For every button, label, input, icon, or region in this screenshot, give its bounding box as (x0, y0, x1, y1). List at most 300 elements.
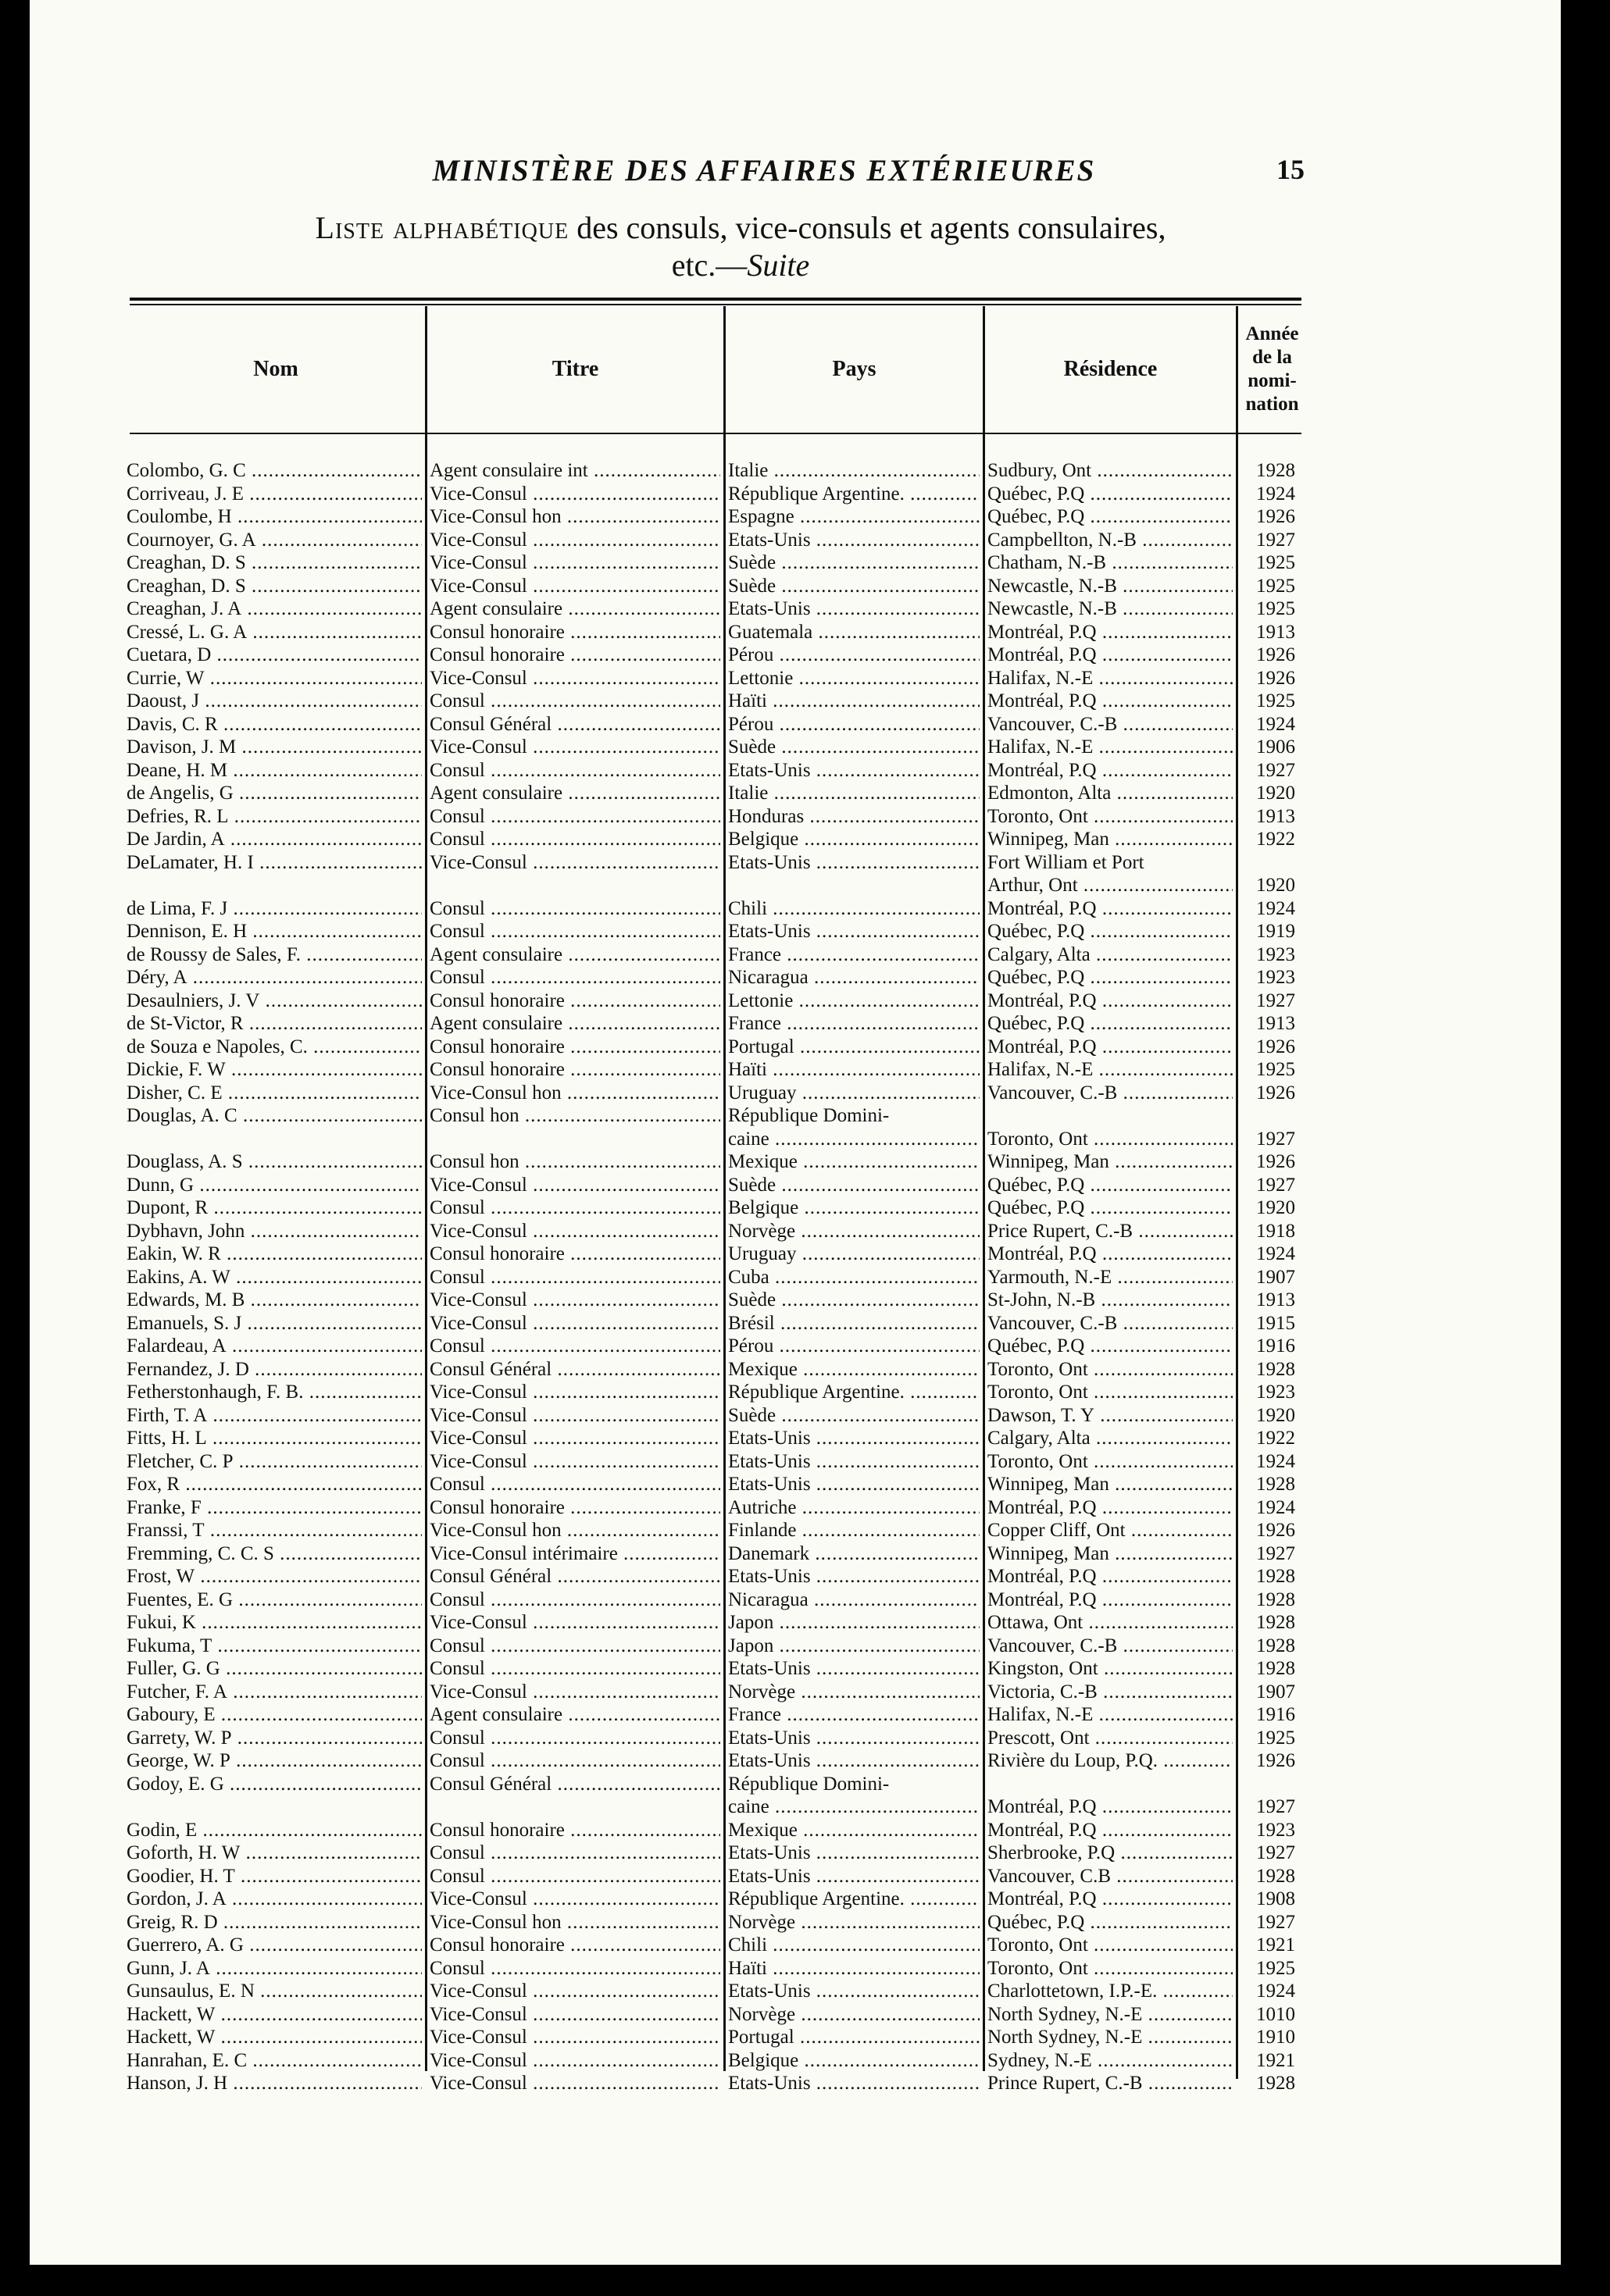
cell-text: Fetherstonhaugh, F. B. (127, 1382, 304, 1403)
leader-dots (1111, 783, 1233, 804)
cell-nom (127, 1957, 422, 1980)
leader-dots (1097, 1566, 1233, 1587)
cell-text: Québec, P.Q (987, 1197, 1085, 1218)
cell-residence (987, 2049, 1233, 2073)
leader-dots (794, 1036, 980, 1057)
leader-dots (259, 990, 422, 1011)
leader-dots (527, 1888, 720, 1909)
leader-dots (793, 990, 980, 1011)
leader-dots (256, 529, 422, 551)
cell-pays (728, 1611, 980, 1635)
cell-text: République Domini- (728, 1105, 890, 1126)
cell-text: 1924 (1256, 1450, 1295, 1472)
cell-titre (430, 459, 720, 483)
cell-annee (1250, 1036, 1301, 1059)
cell-text: 1924 (1256, 897, 1295, 919)
leader-dots (254, 852, 422, 873)
cell-text: Suède (728, 736, 776, 758)
cell-residence (987, 1496, 1233, 1520)
cell-nom (127, 529, 422, 552)
cell-annee (1250, 597, 1301, 621)
cell-text: 1926 (1256, 1750, 1295, 1771)
cell-titre (430, 943, 720, 967)
cell-nom (127, 1911, 422, 1934)
cell-titre (430, 897, 720, 921)
leader-dots (244, 1013, 422, 1034)
cell-text: Honduras (728, 805, 805, 827)
table-row (127, 1450, 1306, 1474)
cell-annee (1250, 1819, 1301, 1842)
leader-dots (1098, 1658, 1233, 1679)
leader-dots (776, 552, 980, 573)
cell-text: caine (728, 1796, 769, 1817)
cell-titre (430, 2049, 720, 2073)
cell-text: Price Rupert, C.-B (987, 1220, 1133, 1242)
cell-annee (1250, 1335, 1301, 1358)
cell-text: 1928 (1256, 1658, 1295, 1679)
cell-text: Vice-Consul (430, 483, 527, 504)
leader-dots (1142, 2027, 1233, 2048)
cell-text: Hanrahan, E. C (127, 2049, 248, 2071)
cell-titre (430, 667, 720, 690)
leader-dots (773, 1335, 980, 1357)
table-row (127, 459, 1306, 483)
table-row (127, 1082, 1306, 1105)
cell-text: 1926 (1256, 644, 1295, 665)
leader-dots (527, 2004, 720, 2025)
leader-dots (776, 1175, 980, 1196)
cell-annee (1250, 1058, 1301, 1082)
leader-dots (1084, 921, 1233, 942)
cell-text: Cuetara, D (127, 644, 212, 665)
cell-text: Toronto, Ont (987, 1128, 1088, 1150)
cell-text: Suède (728, 1404, 776, 1426)
cell-nom (127, 1082, 422, 1105)
table-row (127, 1703, 1306, 1727)
leader-dots (231, 1727, 422, 1749)
cell-pays (728, 805, 980, 829)
cell-titre (430, 1519, 720, 1542)
cell-residence (987, 2026, 1233, 2049)
cell-text: Desaulniers, J. V (127, 989, 260, 1011)
cell-residence (987, 575, 1233, 598)
leader-dots (527, 668, 720, 689)
cell-text: Consul honoraire (430, 989, 565, 1011)
cell-nom (127, 551, 422, 575)
list-title (186, 209, 1295, 284)
table-row (127, 943, 1306, 967)
cell-text: 1924 (1256, 713, 1295, 735)
cell-text: 1925 (1256, 575, 1295, 597)
cell-titre (430, 690, 720, 713)
table-row (127, 1681, 1306, 1704)
cell-text: Charlottetown, I.P.-E. (987, 1980, 1158, 2002)
cell-titre (430, 551, 720, 575)
cell-text: Etats-Unis (728, 851, 811, 873)
cell-nom (127, 1104, 422, 1128)
leader-dots (552, 1566, 720, 1587)
cell-titre (430, 1335, 720, 1358)
cell-text: Corriveau, J. E (127, 483, 244, 504)
cell-text: 1928 (1256, 1566, 1295, 1587)
cell-text: Québec, P.Q (987, 1911, 1085, 1933)
cell-text: Eakins, A. W (127, 1266, 230, 1288)
leader-dots (215, 2027, 422, 2048)
leader-dots (773, 644, 980, 665)
cell-titre (430, 989, 720, 1013)
cell-text: Uruguay (728, 1243, 797, 1264)
leader-dots (794, 2027, 980, 2048)
table-row (127, 1242, 1306, 1266)
table-row (127, 1335, 1306, 1358)
cell-annee (1250, 529, 1301, 552)
cell-annee (1250, 920, 1301, 943)
cell-nom (127, 505, 422, 529)
leader-dots (527, 1451, 720, 1472)
cell-pays (728, 1911, 980, 1934)
leader-dots (255, 1980, 422, 2002)
leader-dots (527, 576, 720, 597)
cell-residence (987, 1128, 1233, 1151)
cell-annee (1250, 1496, 1301, 1520)
cell-text: Etats-Unis (728, 1474, 811, 1495)
cell-titre (430, 828, 720, 851)
cell-pays (728, 621, 980, 644)
leader-dots (527, 2027, 720, 2048)
table-row (127, 690, 1306, 713)
cell-text: Dunn, G (127, 1174, 195, 1196)
column-header-residence: Résidence (1063, 357, 1158, 381)
cell-annee (1250, 1588, 1301, 1612)
cell-text: Vice-Consul (430, 1980, 527, 2002)
cell-text: Consul (430, 1635, 485, 1656)
leader-dots (1097, 644, 1233, 665)
cell-text: Futcher, F. A (127, 1681, 227, 1702)
cell-titre (430, 1150, 720, 1174)
cell-text: Etats-Unis (728, 1428, 811, 1449)
cell-nom (127, 1266, 422, 1289)
cell-residence (987, 1220, 1233, 1243)
cell-text: 1925 (1256, 1727, 1295, 1749)
cell-pays (728, 1795, 980, 1819)
cell-annee (1250, 1565, 1301, 1588)
cell-text: Hanson, J. H (127, 2073, 228, 2094)
cell-text: 1916 (1256, 1704, 1295, 1725)
table-row (127, 966, 1306, 989)
cell-pays (728, 1174, 980, 1197)
cell-text: Toronto, Ont (987, 1450, 1088, 1472)
cell-text: Vancouver, C.-B (987, 1082, 1118, 1103)
cell-text: 1928 (1256, 1588, 1295, 1610)
cell-titre (430, 1196, 720, 1220)
cell-text: Franke, F (127, 1496, 202, 1518)
cell-text: Goforth, H. W (127, 1842, 241, 1863)
cell-titre (430, 1174, 720, 1197)
leader-dots (798, 829, 980, 850)
cell-text: Defries, R. L (127, 805, 229, 827)
cell-residence (987, 667, 1233, 690)
leader-dots (796, 1243, 980, 1264)
cell-text: Firth, T. A (127, 1404, 208, 1426)
cell-text: Gunn, J. A (127, 1957, 210, 1979)
leader-dots (485, 1866, 720, 1887)
cell-text: Vancouver, C.B (987, 1865, 1111, 1887)
cell-text: Montréal, P.Q (987, 690, 1097, 711)
cell-text: Mexique (728, 1819, 798, 1841)
cell-text: Eakin, W. R (127, 1243, 221, 1264)
leader-dots (1084, 506, 1233, 527)
cell-pays (728, 1104, 980, 1128)
cell-text: Fletcher, C. P (127, 1450, 234, 1472)
cell-nom (127, 1681, 422, 1704)
cell-text: Toronto, Ont (987, 805, 1088, 827)
cell-annee (1250, 1082, 1301, 1105)
cell-annee (1250, 1911, 1301, 1934)
leader-dots (552, 1774, 720, 1795)
cell-text: Ottawa, Ont (987, 1612, 1083, 1633)
cell-pays (728, 1496, 980, 1520)
cell-annee (1250, 874, 1301, 897)
cell-residence (987, 828, 1233, 851)
cell-residence (987, 851, 1233, 875)
cell-text: Vice-Consul (430, 2073, 527, 2094)
cell-nom (127, 1427, 422, 1450)
leader-dots (811, 852, 980, 873)
cell-text: 1926 (1256, 667, 1295, 689)
cell-text: de St-Victor, R (127, 1013, 244, 1034)
cell-text: Montréal, P.Q (987, 897, 1097, 919)
cell-pays (728, 1242, 980, 1266)
cell-text: République Domini- (728, 1773, 890, 1795)
cell-text: Colombo, G. C (127, 460, 246, 481)
cell-text: Italie (728, 460, 769, 481)
cell-titre (430, 483, 720, 506)
cell-nom (127, 1727, 422, 1750)
cell-pays (728, 1266, 980, 1289)
cell-text: Etats-Unis (728, 1727, 811, 1749)
cell-text: Montréal, P.Q (987, 1819, 1097, 1841)
leader-dots (241, 1313, 422, 1334)
leader-dots (767, 690, 980, 711)
cell-pays (728, 1427, 980, 1450)
cell-pays (728, 1312, 980, 1335)
cell-text: Cressé, L. G. A (127, 621, 248, 643)
table-row (127, 805, 1306, 829)
cell-titre (430, 621, 720, 644)
cell-nom (127, 897, 422, 921)
leader-dots (588, 460, 720, 481)
cell-annee (1250, 1980, 1301, 2003)
table-row (127, 1266, 1306, 1289)
cell-nom (127, 1036, 422, 1059)
cell-text: Vice-Consul (430, 1681, 527, 1702)
cell-text: 1906 (1256, 736, 1295, 758)
table-row (127, 736, 1306, 759)
cell-pays (728, 505, 980, 529)
leader-dots (227, 898, 422, 919)
cell-titre (430, 1381, 720, 1404)
cell-text: France (728, 1704, 782, 1725)
leader-dots (811, 1980, 980, 2002)
cell-text: Mexique (728, 1358, 798, 1380)
table-row (127, 597, 1306, 621)
cell-text: 1920 (1256, 875, 1295, 896)
table-row (127, 1473, 1306, 1496)
cell-text: Consul (430, 690, 485, 711)
cell-text: Etats-Unis (728, 529, 811, 551)
leader-dots (769, 1267, 980, 1288)
table-row (127, 1980, 1306, 2003)
cell-text: Vice-Consul (430, 552, 527, 573)
leader-dots (776, 1289, 980, 1310)
table-row (127, 1036, 1306, 1059)
table-row (127, 1749, 1306, 1773)
cell-text: Consul Général (430, 1358, 552, 1380)
table-row (127, 1496, 1306, 1520)
cell-pays (728, 920, 980, 943)
leader-dots (776, 1405, 980, 1426)
leader-dots (811, 598, 980, 619)
leader-dots (1097, 760, 1233, 781)
cell-residence (987, 1911, 1233, 1934)
leader-dots (1097, 990, 1233, 1011)
cell-text: 1925 (1256, 1059, 1295, 1080)
cell-text: 1926 (1256, 1036, 1295, 1057)
cell-text: Cuba (728, 1266, 769, 1288)
cell-nom (127, 851, 422, 875)
cell-titre (430, 1911, 720, 1934)
cell-nom (127, 1174, 422, 1197)
leader-dots (798, 1359, 980, 1380)
cell-pays (728, 1657, 980, 1681)
list-title-suite: Suite (747, 248, 810, 283)
cell-text: Vice-Consul (430, 851, 527, 873)
cell-pays (728, 1957, 980, 1980)
cell-nom (127, 1473, 422, 1496)
cell-pays (728, 1058, 980, 1082)
leader-dots (527, 1175, 720, 1196)
leader-dots (768, 783, 980, 804)
cell-text: Toronto, Ont (987, 1957, 1088, 1979)
cell-nom (127, 1242, 422, 1266)
leader-dots (485, 1267, 720, 1288)
cell-residence (987, 897, 1233, 921)
cell-text: Deane, H. M (127, 759, 228, 781)
leader-dots (527, 1382, 720, 1403)
table-row (127, 1427, 1306, 1450)
leader-dots (798, 1197, 980, 1218)
cell-residence (987, 1657, 1233, 1681)
cell-text: 1927 (1256, 1542, 1295, 1564)
cell-annee (1250, 1312, 1301, 1335)
cell-annee (1250, 644, 1301, 667)
leader-dots (527, 1221, 720, 1242)
cell-text: Québec, P.Q (987, 1174, 1085, 1196)
cell-text: Douglass, A. S (127, 1151, 243, 1172)
cell-text: Falardeau, A (127, 1335, 227, 1357)
cell-text: Etats-Unis (728, 2073, 811, 2094)
leader-dots (230, 1750, 422, 1771)
cell-text: Dickie, F. W (127, 1059, 226, 1080)
leader-dots (1088, 1359, 1233, 1380)
cell-nom (127, 1358, 422, 1382)
leader-dots (218, 1912, 422, 1933)
leader-dots (274, 1543, 422, 1564)
cell-pays (728, 1012, 980, 1036)
cell-pays (728, 1841, 980, 1865)
leader-dots (1091, 460, 1233, 481)
leader-dots (1092, 2050, 1233, 2071)
cell-titre (430, 1635, 720, 1658)
cell-text: 1927 (1256, 1842, 1295, 1863)
cell-nom (127, 1496, 422, 1520)
cell-titre (430, 1588, 720, 1612)
table-row (127, 1773, 1306, 1796)
top-rule-thin (130, 304, 1301, 305)
cell-text: Japon (728, 1635, 774, 1656)
cell-text: Consul (430, 967, 485, 988)
cell-text: 1907 (1256, 1266, 1295, 1288)
leader-dots (527, 483, 720, 504)
leader-dots (1097, 1820, 1233, 1841)
leader-dots (775, 1313, 980, 1334)
cell-text: Portugal (728, 1036, 794, 1057)
cell-text: 1920 (1256, 783, 1295, 804)
cell-residence (987, 989, 1233, 1013)
cell-residence (987, 1519, 1233, 1542)
cell-pays (728, 1220, 980, 1243)
leader-dots (1088, 1934, 1233, 1956)
leader-dots (527, 1313, 720, 1334)
leader-dots (1117, 714, 1233, 735)
cell-pays (728, 1289, 980, 1312)
table-row (127, 920, 1306, 943)
cell-text: Consul (430, 1266, 485, 1288)
cell-text: Vancouver, C.-B (987, 1312, 1118, 1334)
leader-dots (1117, 1313, 1233, 1334)
cell-text: Suède (728, 1174, 776, 1196)
cell-pays (728, 1819, 980, 1842)
leader-dots (811, 921, 980, 942)
leader-dots (247, 622, 422, 643)
cell-text: Consul (430, 1658, 485, 1679)
cell-pays (728, 597, 980, 621)
leader-dots (527, 529, 720, 551)
cell-pays (728, 2049, 980, 2073)
cell-text: 1010 (1256, 2003, 1295, 2025)
leader-dots (618, 1543, 720, 1564)
cell-nom (127, 2003, 422, 2027)
cell-text: Etats-Unis (728, 1450, 811, 1472)
cell-text: Montréal, P.Q (987, 1566, 1097, 1587)
cell-text: Douglas, A. C (127, 1105, 237, 1126)
cell-text: Halifax, N.-E (987, 736, 1094, 758)
leader-dots (245, 1221, 422, 1242)
leader-dots (303, 1382, 422, 1403)
cell-titre (430, 1681, 720, 1704)
leader-dots (211, 644, 422, 665)
cell-text: Fitts, H. L (127, 1428, 207, 1449)
table-row (127, 1312, 1306, 1335)
cell-text: Calgary, Alta (987, 943, 1091, 965)
cell-text: Consul (430, 759, 485, 781)
cell-annee (1250, 805, 1301, 829)
cell-text: 1923 (1256, 1382, 1295, 1403)
leader-dots (796, 1497, 980, 1518)
leader-dots (247, 921, 422, 942)
leader-dots (565, 644, 720, 665)
cell-text: Québec, P.Q (987, 967, 1085, 988)
